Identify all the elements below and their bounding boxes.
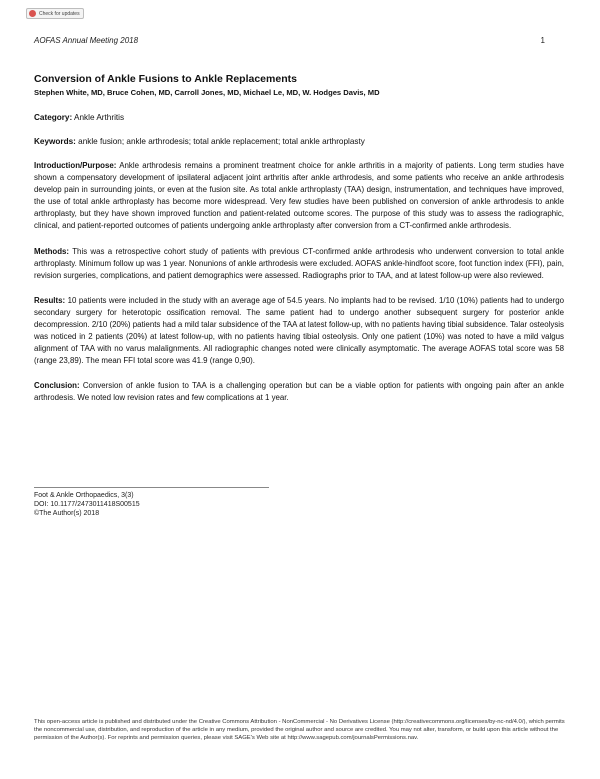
journal-citation: Foot & Ankle Orthopaedics, 3(3) — [34, 492, 134, 499]
check-updates-icon — [29, 10, 36, 17]
results-section — [34, 295, 564, 367]
methods-text: This was a retrospective cohort study of patients with previous CT-confirmed ankle arthrodesis who underwent conversion to total ankle arthroplasty. Minimum follow up was 1 year. Nonunions of ankle arthrodesis were excluded. AOFAS ankle-hindfoot score, foot function index (FFI), pain, revision surgeries, complications, and patient demographics were assessed. Radiographs prior to TAA, and at latest follow-up were also reviewed. — [34, 247, 564, 280]
doi-line[interactable]: DOI: 10.1177/2473011418S00515 — [34, 501, 140, 508]
article-body — [34, 73, 564, 404]
introduction-section — [34, 160, 564, 232]
check-updates-label: Check for updates — [39, 10, 80, 17]
methods-section — [34, 246, 564, 282]
results-text: 10 patients were included in the study with an average age of 54.5 years. No implants had to be revised. 1/10 (10%) patients had to undergo secondary surgery for heterotopic ossification removal. The same patient had to undergo another subsequent surgery for posterior ankle decompression. 2/10 (20%) patients had a mild talar subsidence of the TAA at latest follow-up, with no patients having tibial subsidence. Talar osteolysis was noticed in 2 patients (20%) at latest follow-up, with no patients having tibial osteolysis. Only one patient (10%) was noted to have a mild valgus alignment of TAA with no varus malalignments. All radiographic changes noted were clinically asymptomatic. The average AOFAS total score was 58 (range 23,89). The mean FFI total score was 41.9 (range 0,90). — [34, 296, 564, 365]
author-list: Stephen White, MD, Bruce Cohen, MD, Carroll Jones, MD, Michael Le, MD, W. Hodges Davis, MD — [34, 88, 380, 97]
page-number: 1 — [540, 36, 545, 45]
conclusion-label: Conclusion: — [34, 381, 80, 390]
introduction-label: Introduction/Purpose: — [34, 161, 117, 170]
article-title: Conversion of Ankle Fusions to Ankle Replacements — [34, 73, 297, 85]
keywords-label: Keywords: — [34, 137, 76, 146]
results-label: Results: — [34, 296, 66, 305]
copyright-line: ©The Author(s) 2018 — [34, 510, 100, 517]
running-head: AOFAS Annual Meeting 2018 — [34, 36, 139, 45]
check-for-updates-badge[interactable] — [26, 8, 84, 19]
category-label: Category: — [34, 113, 73, 122]
conclusion-text: Conversion of ankle fusion to TAA is a challenging operation but can be a viable option for patients with ongoing pain after an ankle arthrodesis. We noted low revision rates and few complications at 1 year. — [34, 381, 564, 402]
license-notice: This open-access article is published and distributed under the Creative Commons Attribution - NonCommercial - No Derivatives License (http://creativecommons.org/licenses/by-nc-nd/4.0/), which permits the noncommercial use, distribution, and reproduction of the article in any medium, provided the original author and source are credited. You may not alter, transform, or build upon this article without the permission of the Author(s). For reprints and permission queries, please visit SAGE's Web site at http://www.sagepub.com/journalsPermissions.nav. — [34, 719, 565, 742]
keywords-value: ankle fusion; ankle arthrodesis; total ankle replacement; total ankle arthroplasty — [78, 137, 365, 146]
introduction-text: Ankle arthrodesis remains a prominent treatment choice for ankle arthritis in a majority of patients. Long term studies have shown a compensatory development of ipsilateral adjacent joint arthritis after ankle arthrodesis, and some patients who receive an ankle arthrodesis develop pain in surrounding joints, or even at the fusion site. As total ankle arthroplasty (TAA) design, instrumentation, and techniques have improved, the use of total ankle arthroplasty has become more widespread. Very few studies have been published on conversion of ankle arthrodesis to ankle arthroplasty, but they have shown improved function and patient-related outcome scores. The purpose of this study was to assess the radiographic, clinical, and patient-reported outcomes of patients undergoing ankle arthroplasty after conversion from a CT-confirmed ankle arthrodesis. — [34, 161, 564, 230]
conclusion-section — [34, 380, 564, 404]
footnote-block — [34, 491, 140, 518]
category-line — [34, 112, 564, 124]
footnote-divider — [34, 487, 269, 488]
keywords-line — [34, 136, 564, 148]
category-value: Ankle Arthritis — [74, 113, 125, 122]
methods-label: Methods: — [34, 247, 70, 256]
